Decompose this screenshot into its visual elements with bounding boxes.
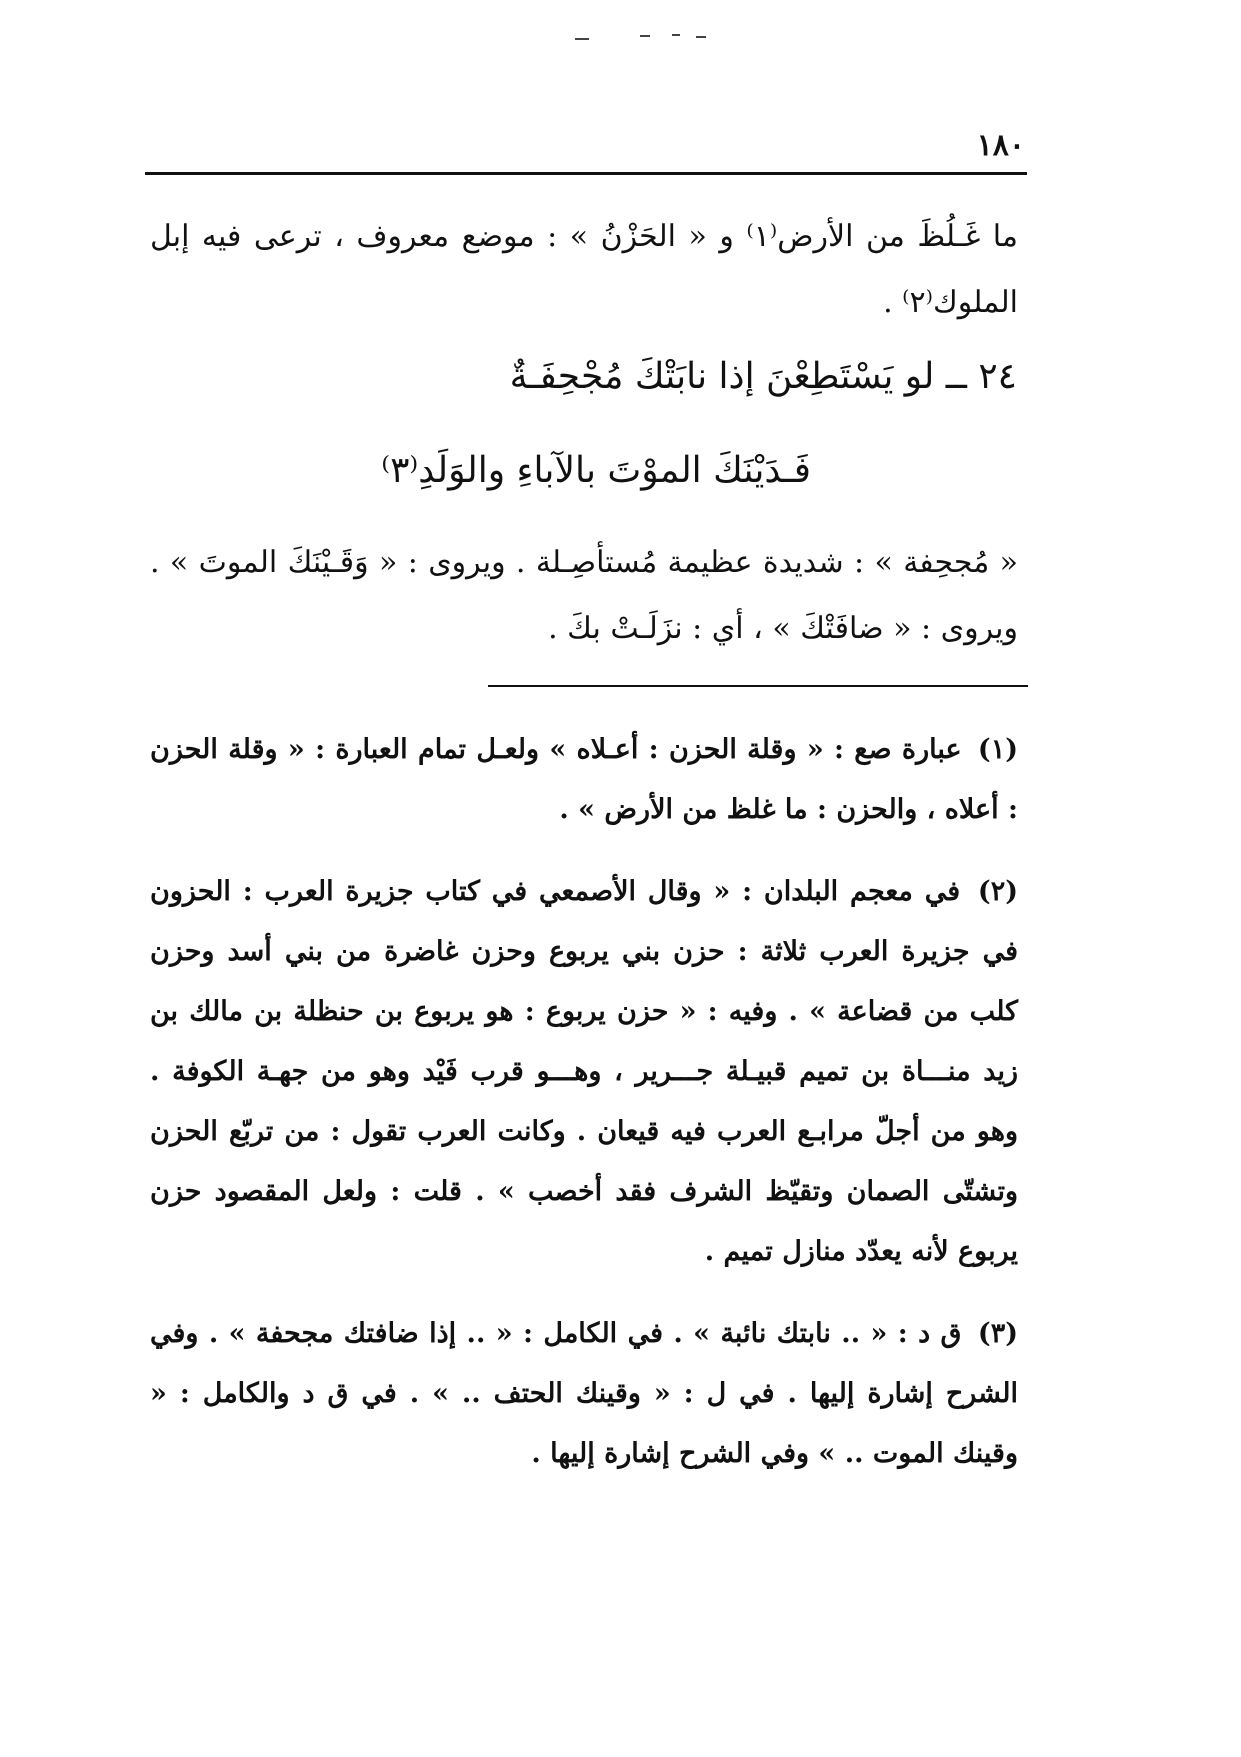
footnote-mark: (٣) bbox=[977, 1318, 1018, 1349]
paragraph-text: « مُجحِفة » : شديدة عظيمة مُستأصِـلة . ويروى : « وَقَـيْنَكَ الموتَ » . ويروى : « ضافَتْكَ » ، أي : نزَلَـتْ بكَ . bbox=[150, 545, 1018, 646]
footnote-rule bbox=[488, 685, 1028, 687]
verse-line-2: فَـدَيْنَكَ الموْتَ بالآباءِ والوَلَدِ⁽٣⁾ bbox=[381, 450, 811, 491]
body-paragraph-2 bbox=[150, 530, 1018, 662]
footnote-text: عبارة صع : « وقلة الحزن : أعـلاه » ولعـل تمام العبارة : « وقلة الحزن : أعلاه ، والحزن : ما غلظ من الأرض » . bbox=[150, 734, 1018, 825]
footnote-mark: (٢) bbox=[977, 876, 1018, 907]
scan-speck bbox=[575, 38, 589, 40]
scan-speck bbox=[640, 35, 650, 37]
footnote-2 bbox=[150, 862, 1018, 1282]
header-rule bbox=[145, 172, 1027, 175]
verse-line-1: ٢٤ ــ لو يَسْتَطِعْنَ إذا نابَتْكَ مُجْحِفَـةٌ bbox=[509, 356, 1017, 397]
page-number: ١٨٠ bbox=[976, 128, 1025, 163]
body-paragraph-1 bbox=[150, 204, 1018, 336]
footnote-3 bbox=[150, 1304, 1018, 1484]
footnote-mark: (١) bbox=[977, 734, 1018, 765]
scan-speck bbox=[672, 34, 680, 36]
footnotes bbox=[150, 720, 1018, 1506]
footnote-text: ق د : « .. نابتك نائبة » . في الكامل : « .. إذا ضافتك مجحفة » . وفي الشرح إشارة إليها . في ل : « وقينك الحتف .. » . في ق د والكامل : « وقينك الموت .. » وفي الشرح إشارة إليها . bbox=[150, 1318, 1018, 1469]
scan-speck bbox=[696, 36, 706, 38]
footnote-1 bbox=[150, 720, 1018, 840]
paragraph-text: ما غَـلُظَ من الأرض⁽١⁾ و « الحَزْنُ » : موضع معروف ، ترعى فيه إبل الملوك⁽٢⁾ . bbox=[150, 219, 1018, 320]
footnote-text: في معجم البلدان : « وقال الأصمعي في كتاب جزيرة العرب : الحزون في جزيرة العرب ثلاثة : حزن بني يربوع وحزن غاضرة من بني أسد وحزن كلب من قضاعة » . وفيه : « حزن يربوع : هو يربوع بن حنظلة بن مالك بن زيد منـــاة بن تميم قبيـلة جـــرير ، وهـــو قرب فَيْد وهو من جهـة الكوفة . وهو من أجلّ مرابـع العرب فيه قيعان . وكانت العرب تقول : من تربّع الحزن وتشتّى الصمان وتقيّظ الشرف فقد أخصب » . قلت : ولعل المقصود حزن يربوع لأنه يعدّد منازل تميم . bbox=[150, 876, 1018, 1267]
